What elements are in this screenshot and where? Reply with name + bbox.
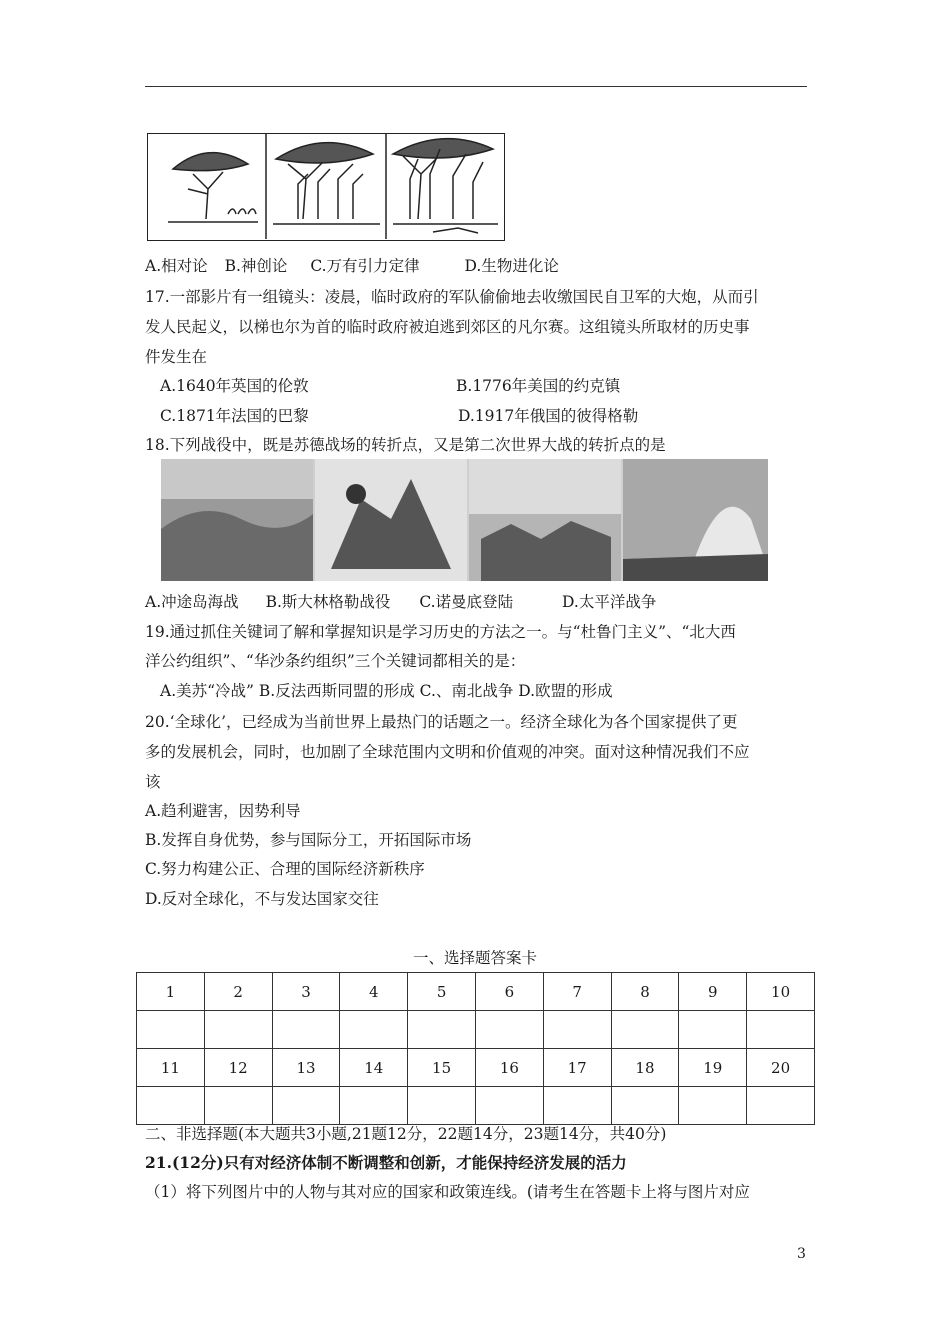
- q20-option-c: C.努力构建公正、合理的国际经济新秩序: [145, 860, 425, 878]
- q16-option-c: C.万有引力定律: [310, 257, 420, 275]
- q20-option-a: A.趋利避害，因势利导: [145, 802, 301, 820]
- answer-card-number: 14: [340, 1049, 408, 1087]
- q20-option-d: D.反对全球化，不与发达国家交往: [145, 890, 379, 908]
- q20-stem-line2: 多的发展机会，同时，也加剧了全球范围内文明和价值观的冲突。面对这种情况我们不应: [145, 743, 750, 761]
- battle-photos-figure: [161, 459, 768, 581]
- answer-card-number: 18: [611, 1049, 679, 1087]
- q20-stem-line3: 该: [145, 773, 161, 791]
- page-number: 3: [797, 1246, 806, 1262]
- q21-part1: （1）将下列图片中的人物与其对应的国家和政策连线。(请考生在答题卡上将与图片对应: [145, 1183, 750, 1201]
- q18-options: [145, 592, 656, 612]
- answer-card-answer-row: [137, 1011, 815, 1049]
- q19-stem-line2: 洋公约组织”、“华沙条约组织”三个关键词都相关的是：: [145, 652, 526, 670]
- q17-option-a: A.1640年英国的伦敦: [160, 377, 309, 395]
- section2-heading: 二、非选择题(本大题共3小题,21题12分，22题14分，23题14分，共40分): [145, 1125, 667, 1143]
- answer-cell[interactable]: [543, 1087, 611, 1125]
- answer-cell[interactable]: [679, 1087, 747, 1125]
- giraffe-illustration: [148, 134, 503, 239]
- q17-stem-line3: 件发生在: [145, 348, 208, 366]
- q18-stem: 18.下列战役中，既是苏德战场的转折点，又是第二次世界大战的转折点的是: [145, 436, 666, 454]
- answer-card-number: 16: [475, 1049, 543, 1087]
- giraffe-evolution-figure: [147, 133, 505, 241]
- q16-option-a: A.相对论: [145, 257, 208, 275]
- answer-card-number: 4: [340, 973, 408, 1011]
- answer-card-number: 8: [611, 973, 679, 1011]
- q20-stem-line1: 20.‘全球化’，已经成为当前世界上最热门的话题之一。经济全球化为各个国家提供了更: [145, 713, 738, 731]
- answer-card-number: 13: [272, 1049, 340, 1087]
- answer-cell[interactable]: [408, 1011, 476, 1049]
- q17-option-c: C.1871年法国的巴黎: [160, 407, 309, 425]
- q20-option-b: B.发挥自身优势，参与国际分工，开拓国际市场: [145, 831, 472, 849]
- answer-card-answer-row: [137, 1087, 815, 1125]
- answer-cell[interactable]: [408, 1087, 476, 1125]
- header-rule: [145, 86, 807, 87]
- answer-cell[interactable]: [204, 1011, 272, 1049]
- answer-card-number: 1: [137, 973, 205, 1011]
- answer-cell[interactable]: [611, 1011, 679, 1049]
- answer-card-number: 6: [475, 973, 543, 1011]
- answer-card-number: 17: [543, 1049, 611, 1087]
- answer-cell[interactable]: [137, 1087, 205, 1125]
- answer-cell[interactable]: [340, 1087, 408, 1125]
- q18-option-c: C.诺曼底登陆: [419, 593, 514, 611]
- q21-heading: 21.(12分)只有对经济体制不断调整和创新，才能保持经济发展的活力: [145, 1153, 627, 1172]
- q17-stem-line2: 发人民起义，以梯也尔为首的临时政府被迫逃到郊区的凡尔赛。这组镜头所取材的历史事: [145, 318, 750, 336]
- q17-stem-line1: 17.一部影片有一组镜头：凌晨，临时政府的军队偷偷地去收缴国民自卫军的大炮，从而引: [145, 288, 759, 306]
- answer-card-number: 15: [408, 1049, 476, 1087]
- answer-card-number: 10: [747, 973, 815, 1011]
- q18-option-b: B.斯大林格勒战役: [265, 593, 391, 611]
- answer-cell[interactable]: [679, 1011, 747, 1049]
- answer-cell[interactable]: [747, 1087, 815, 1125]
- answer-cell[interactable]: [475, 1087, 543, 1125]
- answer-card-number: 12: [204, 1049, 272, 1087]
- answer-card-number: 5: [408, 973, 476, 1011]
- answer-cell[interactable]: [272, 1087, 340, 1125]
- q16-option-b: B.神创论: [224, 257, 288, 275]
- answer-card-number: 2: [204, 973, 272, 1011]
- answer-cell[interactable]: [611, 1087, 679, 1125]
- q17-option-b: B.1776年美国的约克镇: [456, 377, 621, 395]
- answer-cell[interactable]: [543, 1011, 611, 1049]
- answer-card-number: 11: [137, 1049, 205, 1087]
- answer-card-number: 19: [679, 1049, 747, 1087]
- q18-option-d: D.太平洋战争: [562, 593, 657, 611]
- q16-options: [145, 256, 559, 276]
- answer-card-table: [136, 972, 815, 1125]
- answer-cell[interactable]: [272, 1011, 340, 1049]
- answer-card-number: 20: [747, 1049, 815, 1087]
- answer-card-number-row: [137, 973, 815, 1011]
- q19-stem-line1: 19.通过抓住关键词了解和掌握知识是学习历史的方法之一。与“杜鲁门主义”、“北大西: [145, 623, 736, 641]
- answer-cell[interactable]: [340, 1011, 408, 1049]
- answer-card-number-row: [137, 1049, 815, 1087]
- q19-options: A.美苏“冷战” B.反法西斯同盟的形成 C.、南北战争 D.欧盟的形成: [160, 682, 613, 700]
- answer-card-number: 7: [543, 973, 611, 1011]
- q17-option-d: D.1917年俄国的彼得格勒: [458, 407, 639, 425]
- answer-cell[interactable]: [137, 1011, 205, 1049]
- answer-card-number: 9: [679, 973, 747, 1011]
- q18-option-a: A.冲途岛海战: [145, 593, 239, 611]
- answer-card-title: 一、选择题答案卡: [412, 949, 537, 967]
- answer-cell[interactable]: [204, 1087, 272, 1125]
- answer-card-number: 3: [272, 973, 340, 1011]
- answer-cell[interactable]: [475, 1011, 543, 1049]
- answer-cell[interactable]: [747, 1011, 815, 1049]
- battle-photos: [161, 459, 768, 581]
- q16-option-d: D.生物进化论: [464, 257, 559, 275]
